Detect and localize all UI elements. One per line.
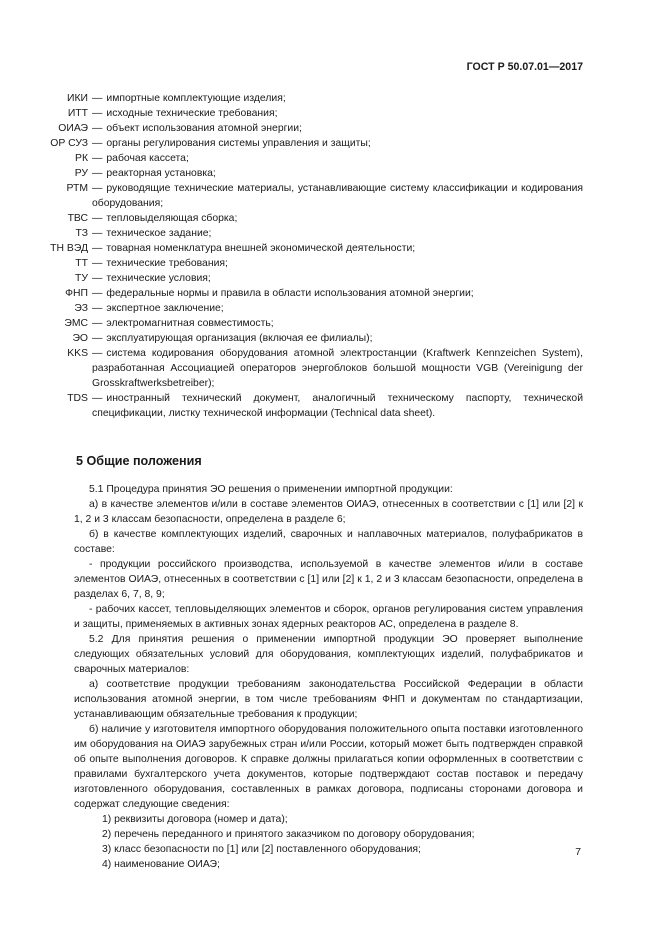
abbreviation-term: РТМ: [66, 183, 88, 194]
list-item: 2) перечень переданного и принятого заказчиком по договору оборудования;: [102, 829, 475, 840]
abbreviation-definition: [88, 241, 583, 256]
abbreviation-term: ОИАЭ: [58, 123, 88, 134]
abbreviation-definition-text: исходные технические требования;: [106, 108, 278, 119]
abbreviation-term: ТВС: [67, 213, 88, 224]
abbreviation-term: РУ: [74, 168, 88, 179]
paragraph: а) соответствие продукции требованиям законодательства Российской Федерации в области использования атомной энергии, в том числе требованиям ФНП и документам по стандартизации, устанавливающим обязательные требования к продукции;: [74, 679, 583, 720]
paragraph: - рабочих кассет, тепловыделяющих элементов и сборок, органов регулирования систем управления и защиты, применяемых в активных зонах ядерных реакторов АС, определена в разделе 8.: [74, 604, 583, 630]
abbreviation-definition-text: электромагнитная совместимость;: [106, 318, 274, 329]
abbreviation-row: [40, 346, 583, 391]
abbreviation-list: [40, 91, 583, 421]
abbreviation-row: [40, 241, 583, 256]
abbreviation-dash: —: [92, 333, 103, 344]
abbreviation-definition: [88, 136, 583, 151]
abbreviation-dash: —: [92, 228, 103, 239]
abbreviation-definition: [88, 391, 583, 421]
abbreviation-definition: [88, 181, 583, 211]
abbreviation-definition: [88, 271, 583, 286]
abbreviation-dash: —: [92, 303, 103, 314]
abbreviation-dash: —: [92, 93, 103, 104]
abbreviation-definition-text: тепловыделяющая сборка;: [106, 213, 238, 224]
abbreviation-row: [40, 166, 583, 181]
abbreviation-term: ИТТ: [67, 108, 88, 119]
page-number: 7: [575, 847, 581, 858]
abbreviation-definition-text: технические условия;: [106, 273, 211, 284]
abbreviation-term: ЭЗ: [74, 303, 88, 314]
abbreviation-dash: —: [92, 213, 103, 224]
abbreviation-definition: [88, 316, 583, 331]
abbreviation-definition: [88, 166, 583, 181]
abbreviation-dash: —: [92, 288, 103, 299]
abbreviation-row: [40, 151, 583, 166]
abbreviation-definition: [88, 91, 583, 106]
abbreviation-definition: [88, 346, 583, 391]
abbreviation-row: [40, 391, 583, 421]
abbreviation-definition-text: руководящие технические материалы, устанавливающие систему классификации и кодирования оборудования;: [92, 183, 583, 209]
abbreviation-definition: [88, 286, 583, 301]
abbreviation-row: [40, 271, 583, 286]
abbreviation-definition-text: техническое задание;: [106, 228, 212, 239]
abbreviation-definition-text: товарная номенклатура внешней экономической деятельности;: [106, 243, 416, 254]
abbreviation-term: РК: [75, 153, 88, 164]
abbreviation-term: TDS: [67, 393, 88, 404]
abbreviation-term: ТН ВЭД: [50, 243, 88, 254]
abbreviation-definition: [88, 106, 583, 121]
abbreviation-row: [40, 301, 583, 316]
abbreviation-row: [40, 211, 583, 226]
abbreviation-term: KKS: [67, 348, 88, 359]
abbreviation-dash: —: [92, 348, 103, 359]
abbreviation-definition-text: реакторная установка;: [106, 168, 216, 179]
abbreviation-row: [40, 121, 583, 136]
abbreviation-definition-text: система кодирования оборудования атомной электростанции (Kraftwerk Kennzeichen System), разработанная Ассоциацией операторов энергоблоков большой мощности VGB (Vereinigung der Grosskraftwerksbetreiber);: [92, 348, 583, 389]
abbreviation-term: ТУ: [75, 273, 88, 284]
abbreviation-definition-text: рабочая кассета;: [106, 153, 189, 164]
abbreviation-term: ТЗ: [75, 228, 88, 239]
abbreviation-term: ЭМС: [64, 318, 88, 329]
section-body: [74, 482, 583, 872]
abbreviation-definition: [88, 211, 583, 226]
list-item: 1) реквизиты договора (номер и дата);: [102, 814, 288, 825]
abbreviation-row: [40, 256, 583, 271]
abbreviation-definition-text: федеральные нормы и правила в области использования атомной энергии;: [106, 288, 474, 299]
paragraph: 5.2 Для принятия решения о применении импортной продукции ЭО проверяет выполнение следующих обязательных условий для оборудования, комплектующих изделий, полуфабрикатов и сварочных материалов:: [74, 634, 583, 675]
abbreviation-term: ОР СУЗ: [50, 138, 88, 149]
abbreviation-term: ЭО: [72, 333, 88, 344]
abbreviation-definition-text: экспертное заключение;: [106, 303, 224, 314]
abbreviation-dash: —: [92, 138, 103, 149]
paragraph: а) в качестве элементов и/или в составе элементов ОИАЭ, отнесенных в соответствии с [1] или [2] к 1, 2 и 3 классам безопасности, определена в разделе 6;: [74, 499, 583, 525]
section-title: 5 Общие положения: [76, 454, 202, 468]
list-item: 3) класс безопасности по [1] или [2] поставленного оборудования;: [102, 844, 421, 855]
paragraph: - продукции российского производства, используемой в качестве элементов и/или в составе элементов ОИАЭ, отнесенных в соответствии с [1] или [2] к 1, 2 и 3 классам безопасности, определена в разделах 6, 7, 8, 9;: [74, 559, 583, 600]
abbreviation-definition: [88, 301, 583, 316]
abbreviation-definition: [88, 226, 583, 241]
abbreviation-dash: —: [92, 393, 103, 404]
abbreviation-definition-text: объект использования атомной энергии;: [106, 123, 302, 134]
abbreviation-definition-text: органы регулирования системы управления и защиты;: [106, 138, 371, 149]
abbreviation-row: [40, 226, 583, 241]
abbreviation-definition-text: эксплуатирующая организация (включая ее филиалы);: [106, 333, 373, 344]
document-code: ГОСТ Р 50.07.01—2017: [466, 61, 583, 73]
abbreviation-term: ТТ: [75, 258, 88, 269]
list-item: 4) наименование ОИАЭ;: [102, 859, 220, 870]
abbreviation-dash: —: [92, 183, 103, 194]
abbreviation-dash: —: [92, 168, 103, 179]
abbreviation-definition-text: импортные комплектующие изделия;: [106, 93, 286, 104]
paragraph: 5.1 Процедура принятия ЭО решения о применении импортной продукции:: [89, 484, 453, 495]
abbreviation-row: [40, 136, 583, 151]
abbreviation-definition: [88, 121, 583, 136]
abbreviation-dash: —: [92, 273, 103, 284]
abbreviation-term: ФНП: [65, 288, 88, 299]
paragraph: б) наличие у изготовителя импортного оборудования положительного опыта поставки изготовленного им оборудования на ОИАЭ зарубежных стран и/или России, который может быть подтвержден справкой об опыте выполнения договоров. К справке должны прилагаться копии оформленных в соответствии с правилами бухгалтерского учета документов, которые подтверждают состав поставок и передачу изготовленного оборудования, составленных в рамках договора, подписаны сторонами договора и содержат следующие сведения:: [74, 724, 583, 810]
abbreviation-definition: [88, 331, 583, 346]
abbreviation-row: [40, 286, 583, 301]
abbreviation-dash: —: [92, 108, 103, 119]
abbreviation-row: [40, 91, 583, 106]
abbreviation-dash: —: [92, 258, 103, 269]
abbreviation-dash: —: [92, 123, 103, 134]
abbreviation-row: [40, 181, 583, 211]
abbreviation-term: ИКИ: [67, 93, 88, 104]
abbreviation-row: [40, 316, 583, 331]
abbreviation-row: [40, 331, 583, 346]
abbreviation-definition: [88, 256, 583, 271]
abbreviation-definition-text: технические требования;: [106, 258, 228, 269]
paragraph: б) в качестве комплектующих изделий, сварочных и наплавочных материалов, полуфабрикатов в составе:: [74, 529, 583, 555]
abbreviation-dash: —: [92, 153, 103, 164]
abbreviation-definition-text: иностранный технический документ, аналогичный техническому паспорту, технической спецификации, листку технической информации (Technical data sheet).: [92, 393, 583, 419]
abbreviation-definition: [88, 151, 583, 166]
abbreviation-row: [40, 106, 583, 121]
abbreviation-dash: —: [92, 243, 103, 254]
abbreviation-dash: —: [92, 318, 103, 329]
